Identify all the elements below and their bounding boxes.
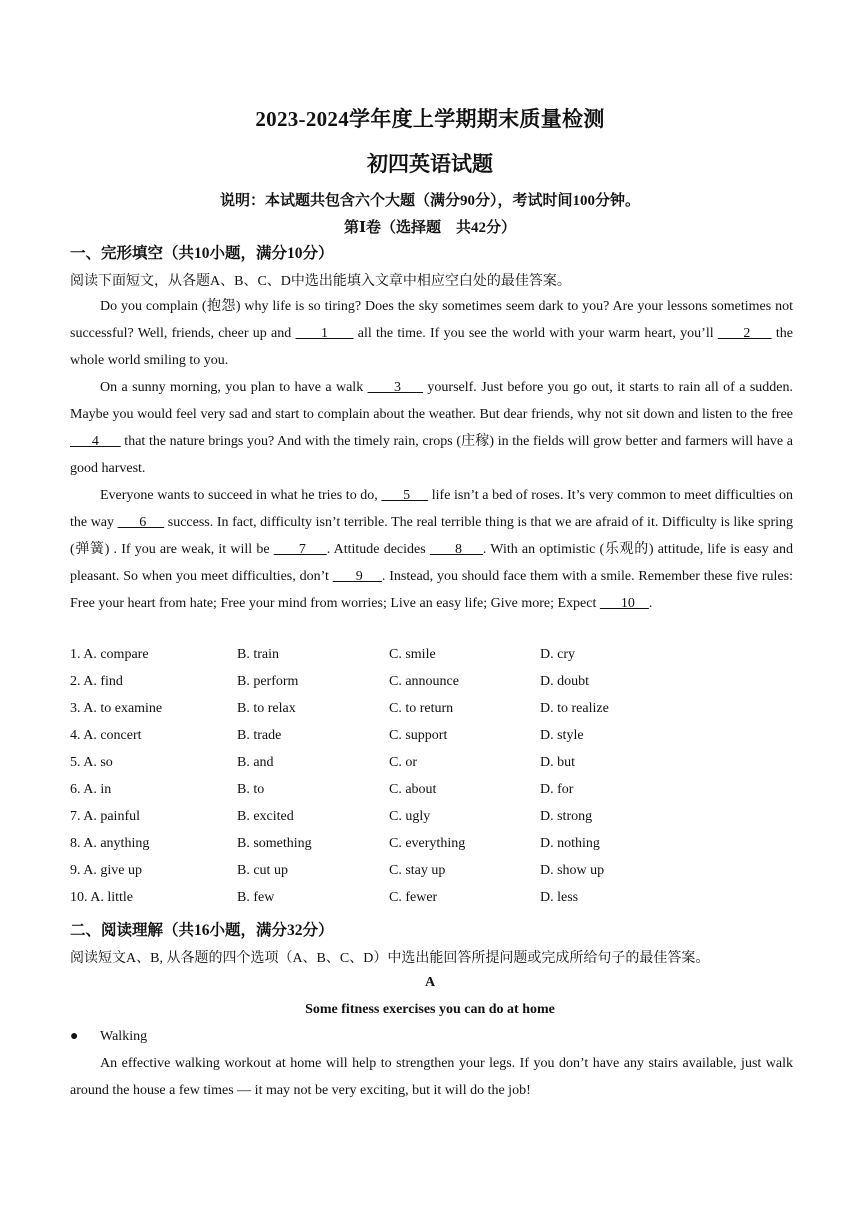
option-a: 3. A. to examine: [70, 701, 163, 716]
option-a: 1. A. compare: [70, 647, 149, 662]
paragraph-text: Do you complain (抱怨) why life is so tiring? Does the sky sometimes seem dark to you? Are your lessons sometimes not successful? Well, friends, cheer up and: [70, 299, 793, 341]
answer-blank: 6: [117, 515, 165, 530]
option-b: B. to: [237, 782, 265, 797]
option-c: C. ugly: [389, 809, 431, 824]
paragraph-text: success. In fact, difficulty isn’t terrible. The real terrible thing is that we are afraid of it. Difficulty is like spring (弹簧) . If you are weak, it will be: [70, 515, 793, 557]
paragraph-text: An effective walking workout at home will help to strengthen your legs. If you don’t have any stairs available, just walk around the house a few times — it may not be very exciting, but it will do the job!: [70, 1056, 793, 1098]
option-a: 6. A. in: [70, 782, 112, 797]
answer-blank: 8: [429, 542, 483, 557]
option-a: 7. A. painful: [70, 809, 140, 824]
option-b: B. trade: [237, 728, 282, 743]
option-a: 9. A. give up: [70, 863, 142, 878]
option-c: C. everything: [389, 836, 466, 851]
option-b: B. excited: [237, 809, 294, 824]
option-row: [70, 728, 793, 755]
option-c: C. about: [389, 782, 437, 797]
paragraph-text: that the nature brings you? And with the timely rain, crops (庄稼) in the fields will grow better and farmers will have a good harvest.: [70, 434, 793, 476]
section1-instruction: 阅读下面短文，从各题A、B、C、D中选出能填入文章中相应空白处的最佳答案。: [70, 274, 571, 289]
paragraph-text: all the time. If you see the world with your warm heart, you’ll: [353, 326, 718, 341]
option-row: [70, 890, 793, 917]
option-c: C. fewer: [389, 890, 438, 905]
option-row: [70, 836, 793, 863]
exam-note: 说明：本试题共包含六个大题（满分90分），考试时间100分钟。: [219, 193, 640, 209]
paragraph-text: . Attitude decides: [326, 542, 430, 557]
option-d: D. show up: [540, 863, 605, 878]
option-d: D. style: [540, 728, 584, 743]
option-row: [70, 809, 793, 836]
volume-label: 第Ⅰ卷（选择题 共42分）: [343, 220, 517, 236]
option-c: C. stay up: [389, 863, 446, 878]
option-d: D. for: [540, 782, 574, 797]
option-row: [70, 755, 793, 782]
section2-instruction: 阅读短文A、B, 从各题的四个选项（A、B、C、D）中选出能回答所提问题或完成所给句子的最佳答案。: [70, 951, 710, 966]
answer-blank: 9: [332, 569, 382, 584]
bullet-icon: ●: [70, 1029, 79, 1044]
option-b: B. cut up: [237, 863, 288, 878]
option-c: C. smile: [389, 647, 436, 662]
option-row: [70, 674, 793, 701]
option-row: [70, 647, 793, 674]
option-b: B. to relax: [237, 701, 296, 716]
passage-paragraph: [70, 1050, 793, 1104]
paragraph-text: Everyone wants to succeed in what he tries to do,: [100, 488, 382, 503]
paragraph-text: yourself. Just before you go out, it starts to rain all of a sudden. Maybe you would feel very sad and start to complain about the weather. But dear friends, why not sit down and listen to the free: [70, 380, 793, 422]
paragraph-text: . With an optimistic (乐观的) attitude, life is easy and pleasant. So when you meet difficulties, don’t: [70, 542, 794, 584]
passage-title: Some fitness exercises you can do at home: [305, 1002, 555, 1017]
paragraph-text: . Instead, you should face them with a smile. Remember these five rules: Free your heart from hate; Free your mind from worries; Live an easy life; Give more; Expect: [70, 569, 793, 611]
option-d: D. doubt: [540, 674, 589, 689]
option-row: [70, 701, 793, 728]
answer-blank: 2: [717, 326, 772, 341]
paragraph-text: .: [648, 596, 653, 611]
option-b: B. train: [237, 647, 279, 662]
bullet-item-walking: [70, 1029, 147, 1045]
paragraph-text: the whole world smiling to you.: [70, 326, 794, 368]
answer-blank: 10: [599, 596, 649, 611]
option-d: D. strong: [540, 809, 593, 824]
exam-title: 2023-2024学年度上学期期末质量检测: [255, 107, 605, 131]
option-a: 5. A. so: [70, 755, 113, 770]
option-d: D. nothing: [540, 836, 600, 851]
option-b: B. something: [237, 836, 312, 851]
option-a: 8. A. anything: [70, 836, 150, 851]
exam-subject: 初四英语试题: [367, 152, 493, 176]
answer-blank: 7: [273, 542, 327, 557]
option-row: [70, 782, 793, 809]
option-b: B. and: [237, 755, 274, 770]
option-b: B. few: [237, 890, 275, 905]
option-a: 10. A. little: [70, 890, 133, 905]
answer-blank: 3: [367, 380, 424, 395]
option-b: B. perform: [237, 674, 299, 689]
cloze-paragraph-1: [70, 293, 793, 374]
option-c: C. or: [389, 755, 417, 770]
option-d: D. less: [540, 890, 579, 905]
paragraph-text: On a sunny morning, you plan to have a walk: [100, 380, 368, 395]
option-c: C. announce: [389, 674, 459, 689]
cloze-paragraph-2: [70, 374, 793, 482]
answer-blank: 4: [70, 434, 121, 449]
answer-blank: 1: [295, 326, 354, 341]
section2-heading: 二、阅读理解（共16小题，满分32分）: [70, 922, 334, 939]
option-d: D. cry: [540, 647, 575, 662]
option-a: 4. A. concert: [70, 728, 142, 743]
paragraph-text: life isn’t a bed of roses. It’s very common to meet difficulties on the way: [70, 488, 794, 530]
option-a: 2. A. find: [70, 674, 123, 689]
section1-heading: 一、完形填空（共10小题，满分10分）: [70, 245, 334, 262]
answer-blank: 5: [381, 488, 429, 503]
option-c: C. to return: [389, 701, 454, 716]
option-d: D. to realize: [540, 701, 609, 716]
cloze-paragraph-3: [70, 482, 793, 617]
passage-label: A: [424, 975, 436, 990]
bullet-label: Walking: [100, 1029, 148, 1044]
option-row: [70, 863, 793, 890]
option-d: D. but: [540, 755, 575, 770]
option-c: C. support: [389, 728, 448, 743]
